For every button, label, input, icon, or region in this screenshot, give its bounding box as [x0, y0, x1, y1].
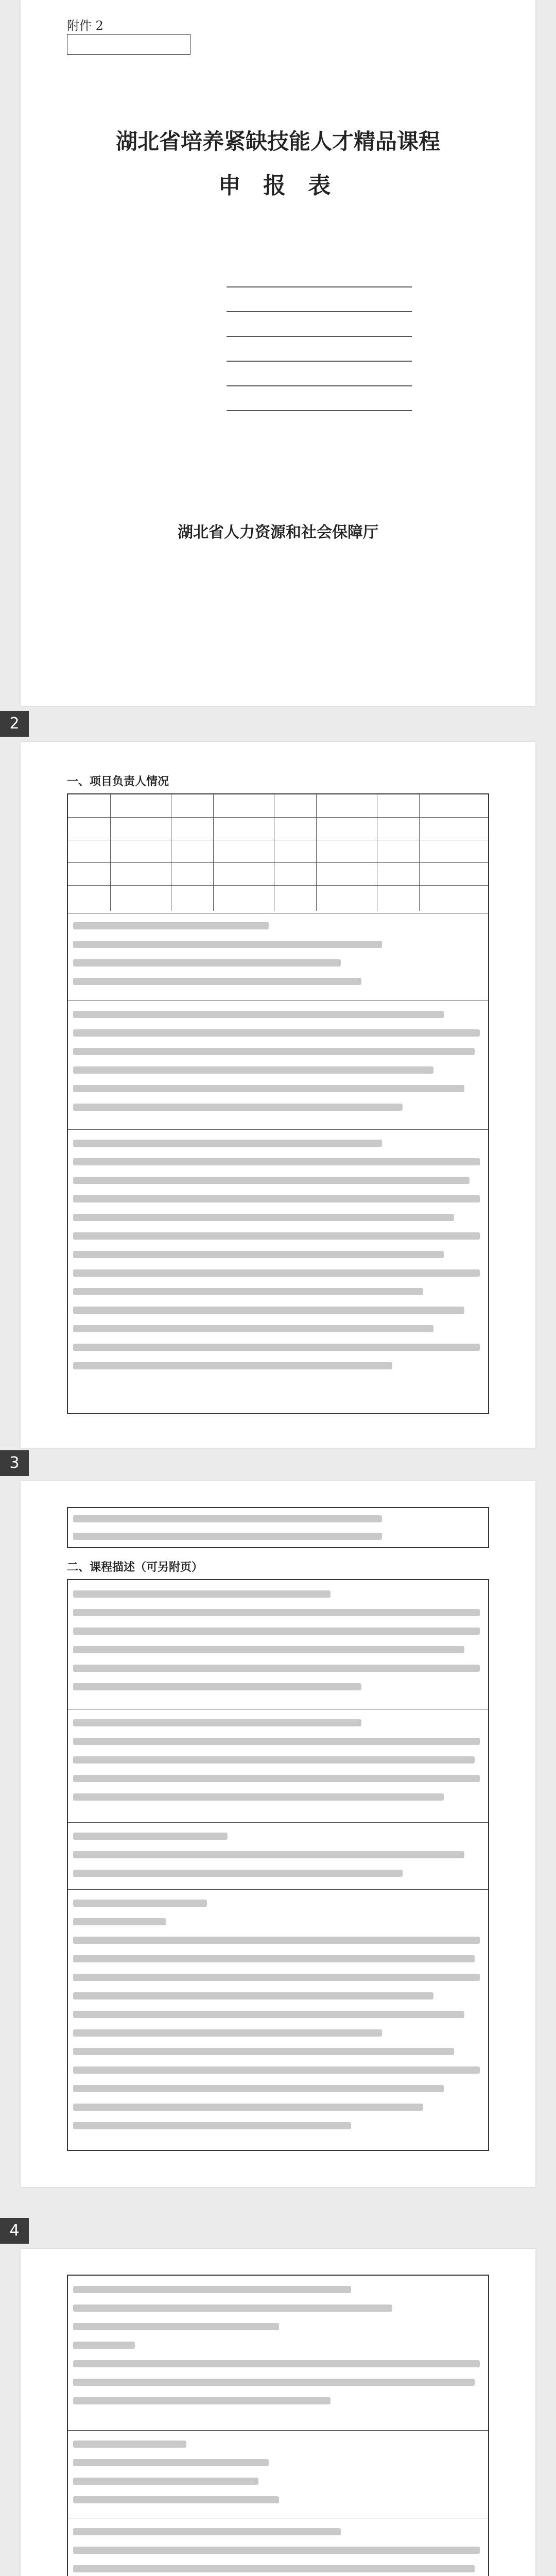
applicant-unit-line [227, 336, 412, 337]
page-2 [21, 742, 535, 1448]
lead-info-table [67, 793, 489, 1414]
section-title-lead: 一、项目负责人情况 [67, 775, 169, 788]
cover-subtitle: 申 报 表 [218, 173, 338, 199]
page-number-badge: 4 [0, 2218, 29, 2244]
course-content-table [67, 2275, 489, 2576]
serial-number-box [67, 34, 190, 55]
issuer-name: 湖北省人力资源和社会保障厅 [178, 523, 378, 541]
page-number-badge: 3 [0, 1450, 29, 1476]
history-continuation-table [67, 1507, 489, 1548]
team-members-line [227, 385, 412, 386]
project-lead-line [227, 361, 412, 362]
cover-page [21, 0, 535, 706]
page-3 [21, 1481, 535, 2187]
major-line [227, 311, 412, 312]
course-name-line [227, 286, 412, 287]
section-title-course: 二、课程描述（可另附页） [67, 1561, 203, 1574]
course-description-table [67, 1579, 489, 2151]
page-4 [21, 2249, 535, 2576]
cover-title: 湖北省培养紧缺技能人才精品课程 [115, 129, 440, 154]
apply-date-line [227, 410, 412, 411]
page-number-badge: 2 [0, 711, 29, 737]
annex-label: 附件 2 [67, 19, 103, 33]
